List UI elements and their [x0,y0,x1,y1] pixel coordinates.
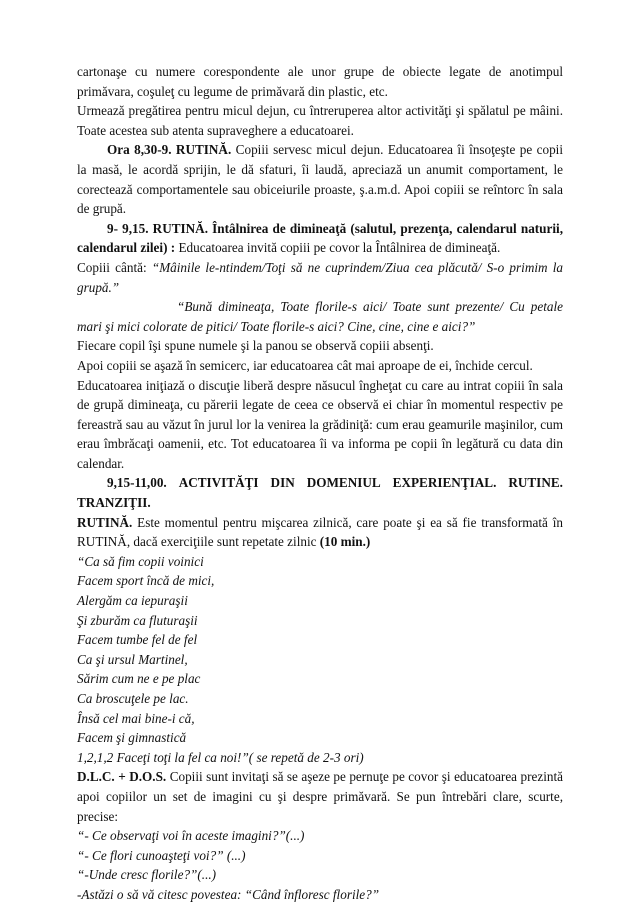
poem-line: Facem tumbe fel de fel [77,632,198,648]
question-item: “- Ce observaţi voi în aceste imagini?”(...) [77,828,305,844]
exercise-duration: (10 min.) [319,534,371,550]
questions-list [77,826,563,904]
paragraph-materials: cartonaşe cu numere corespondente ale unor grupe de obiecte legate de anotimpul primăvara, coşuleţ cu legume de primăvară din plastic, etc. [77,64,563,99]
heading-word: 9,15-11,00. [107,475,167,491]
poem-line: Însă cel mai bine-i că, [77,710,195,726]
heading-word: DIN [270,475,295,491]
poem-line: Ca şi ursul Martinel, [77,651,188,667]
exercise-routine-text: Este momentul pentru mişcarea zilnică, care poate şi ea să fie transformată în RUTINĂ, dacă exerciţiile sunt repetate zilnic [77,514,563,550]
document-page [77,62,563,905]
routine-text: Copiii servesc micul dejun. Educatoarea îi însoţeşte pe copii la masă, le acordă sprijin, le dă sfaturi, îi laudă, apreciază un anumit comportament, le corectează comportamentele sau obiceiurile proaste, ş.a.m.d. Apoi copiii se reîntorc în sala de grupă. [77,142,563,217]
poem-line: Ca broscuţele pe lac. [77,691,189,706]
heading-word: EXPERIENŢIAL. [392,475,497,491]
paragraph-song [77,258,563,297]
paragraph-breakfast-routine [77,140,563,218]
paragraph-morning-meeting [77,219,563,258]
paragraph-exercise-routine [77,513,563,552]
paragraph-discussion: Educatoarea iniţiază o discuţie liberă despre năsucul îngheţat cu care au intrat copiii în sala de grupă dimineaţa, cu părerii legate de ceea ce observă ei chiar în momentul respectiv pe fereastră sau au văzut în jurul lor la venirea la grădiniţă: cum erau geamurile maşinilor, cum erau îmbrăcaţi oamenii, etc. Tot educatoarea îi va informa pe copii în legătură cu data din calendar. [77,377,563,471]
dlc-dos-label: D.L.C. + D.O.S. [77,769,167,785]
poem-line: 1,2,1,2 Faceţi toţi la fel ca noi!”( se repetă de 2-3 ori) [77,749,364,765]
song-lead: Copiii cântă: [77,259,152,275]
poem-line: Facem sport încă de mici, [77,573,215,589]
morning-meeting-text: Educatoarea invită copiii pe covor la Întâlnirea de dimineaţă. [175,240,501,256]
poem-line: Alergăm ca iepuraşii [77,593,188,609]
section-heading-tail: TRANZIŢII. [77,495,151,511]
poem [77,552,563,768]
paragraph-names: Fiecare copil îşi spune numele şi la panou se observă copiii absenţi. [77,338,434,354]
poem-line: Sărim cum ne e pe plac [77,671,201,687]
paragraph-dlc-dos [77,767,563,826]
heading-word: RUTINE. [508,475,563,491]
question-item: -Astăzi o să vă citesc povestea: “Când înfloresc florile?” [77,886,380,902]
exercise-routine-label: RUTINĂ. [77,514,133,530]
question-item: “- Ce flori cunoaşteţi voi?” (...) [77,847,246,863]
heading-word: ACTIVITĂŢI [178,475,259,491]
dlc-dos-text: Copiii sunt invitaţi să se aşeze pe pernuţe pe covor şi educatoarea prezintă apoi copiilor un set de imagini cu şi despre primăvară. Se pun întrebări clare, scurte, precise: [77,769,563,824]
song-lyrics-2: “Bună dimineaţa, Toate florile-s aici/ Toate sunt prezente/ Cu petale mari şi mici colorate de pitici/ Toate florile-s aici? Cine, cine, cine e aici?” [77,299,563,334]
heading-word: DOMENIUL [306,475,381,491]
paragraph-semicircle: Apoi copiii se aşază în semicerc, iar educatoarea cât mai aproape de ei, închide cercul. [77,357,533,373]
song-lyrics-1: “Mâinile le-ntindem/Toţi să ne cuprindem/Ziua cea plăcută/ S-o primim la grupă.” [77,259,563,295]
paragraph-breakfast-prep: Urmează pregătirea pentru micul dejun, cu întreruperea altor activităţi şi spălatul pe mâini. Toate acestea sub atenta supraveghere a educatoarei. [77,103,563,138]
routine-time-label: Ora 8,30-9. RUTINĂ. [107,142,232,158]
morning-meeting-label: 9- 9,15. RUTINĂ. Întâlnirea de dimineaţă (salutul, prezenţa, calendarul naturii, calendarul zilei) : [77,220,563,256]
question-item: “-Unde cresc florile?”(...) [77,867,217,883]
section-heading [77,473,563,493]
poem-line: “Ca să fim copii voinici [77,553,204,569]
poem-line: Şi zburăm ca fluturaşii [77,612,198,628]
poem-line: Facem şi gimnastică [77,730,187,746]
